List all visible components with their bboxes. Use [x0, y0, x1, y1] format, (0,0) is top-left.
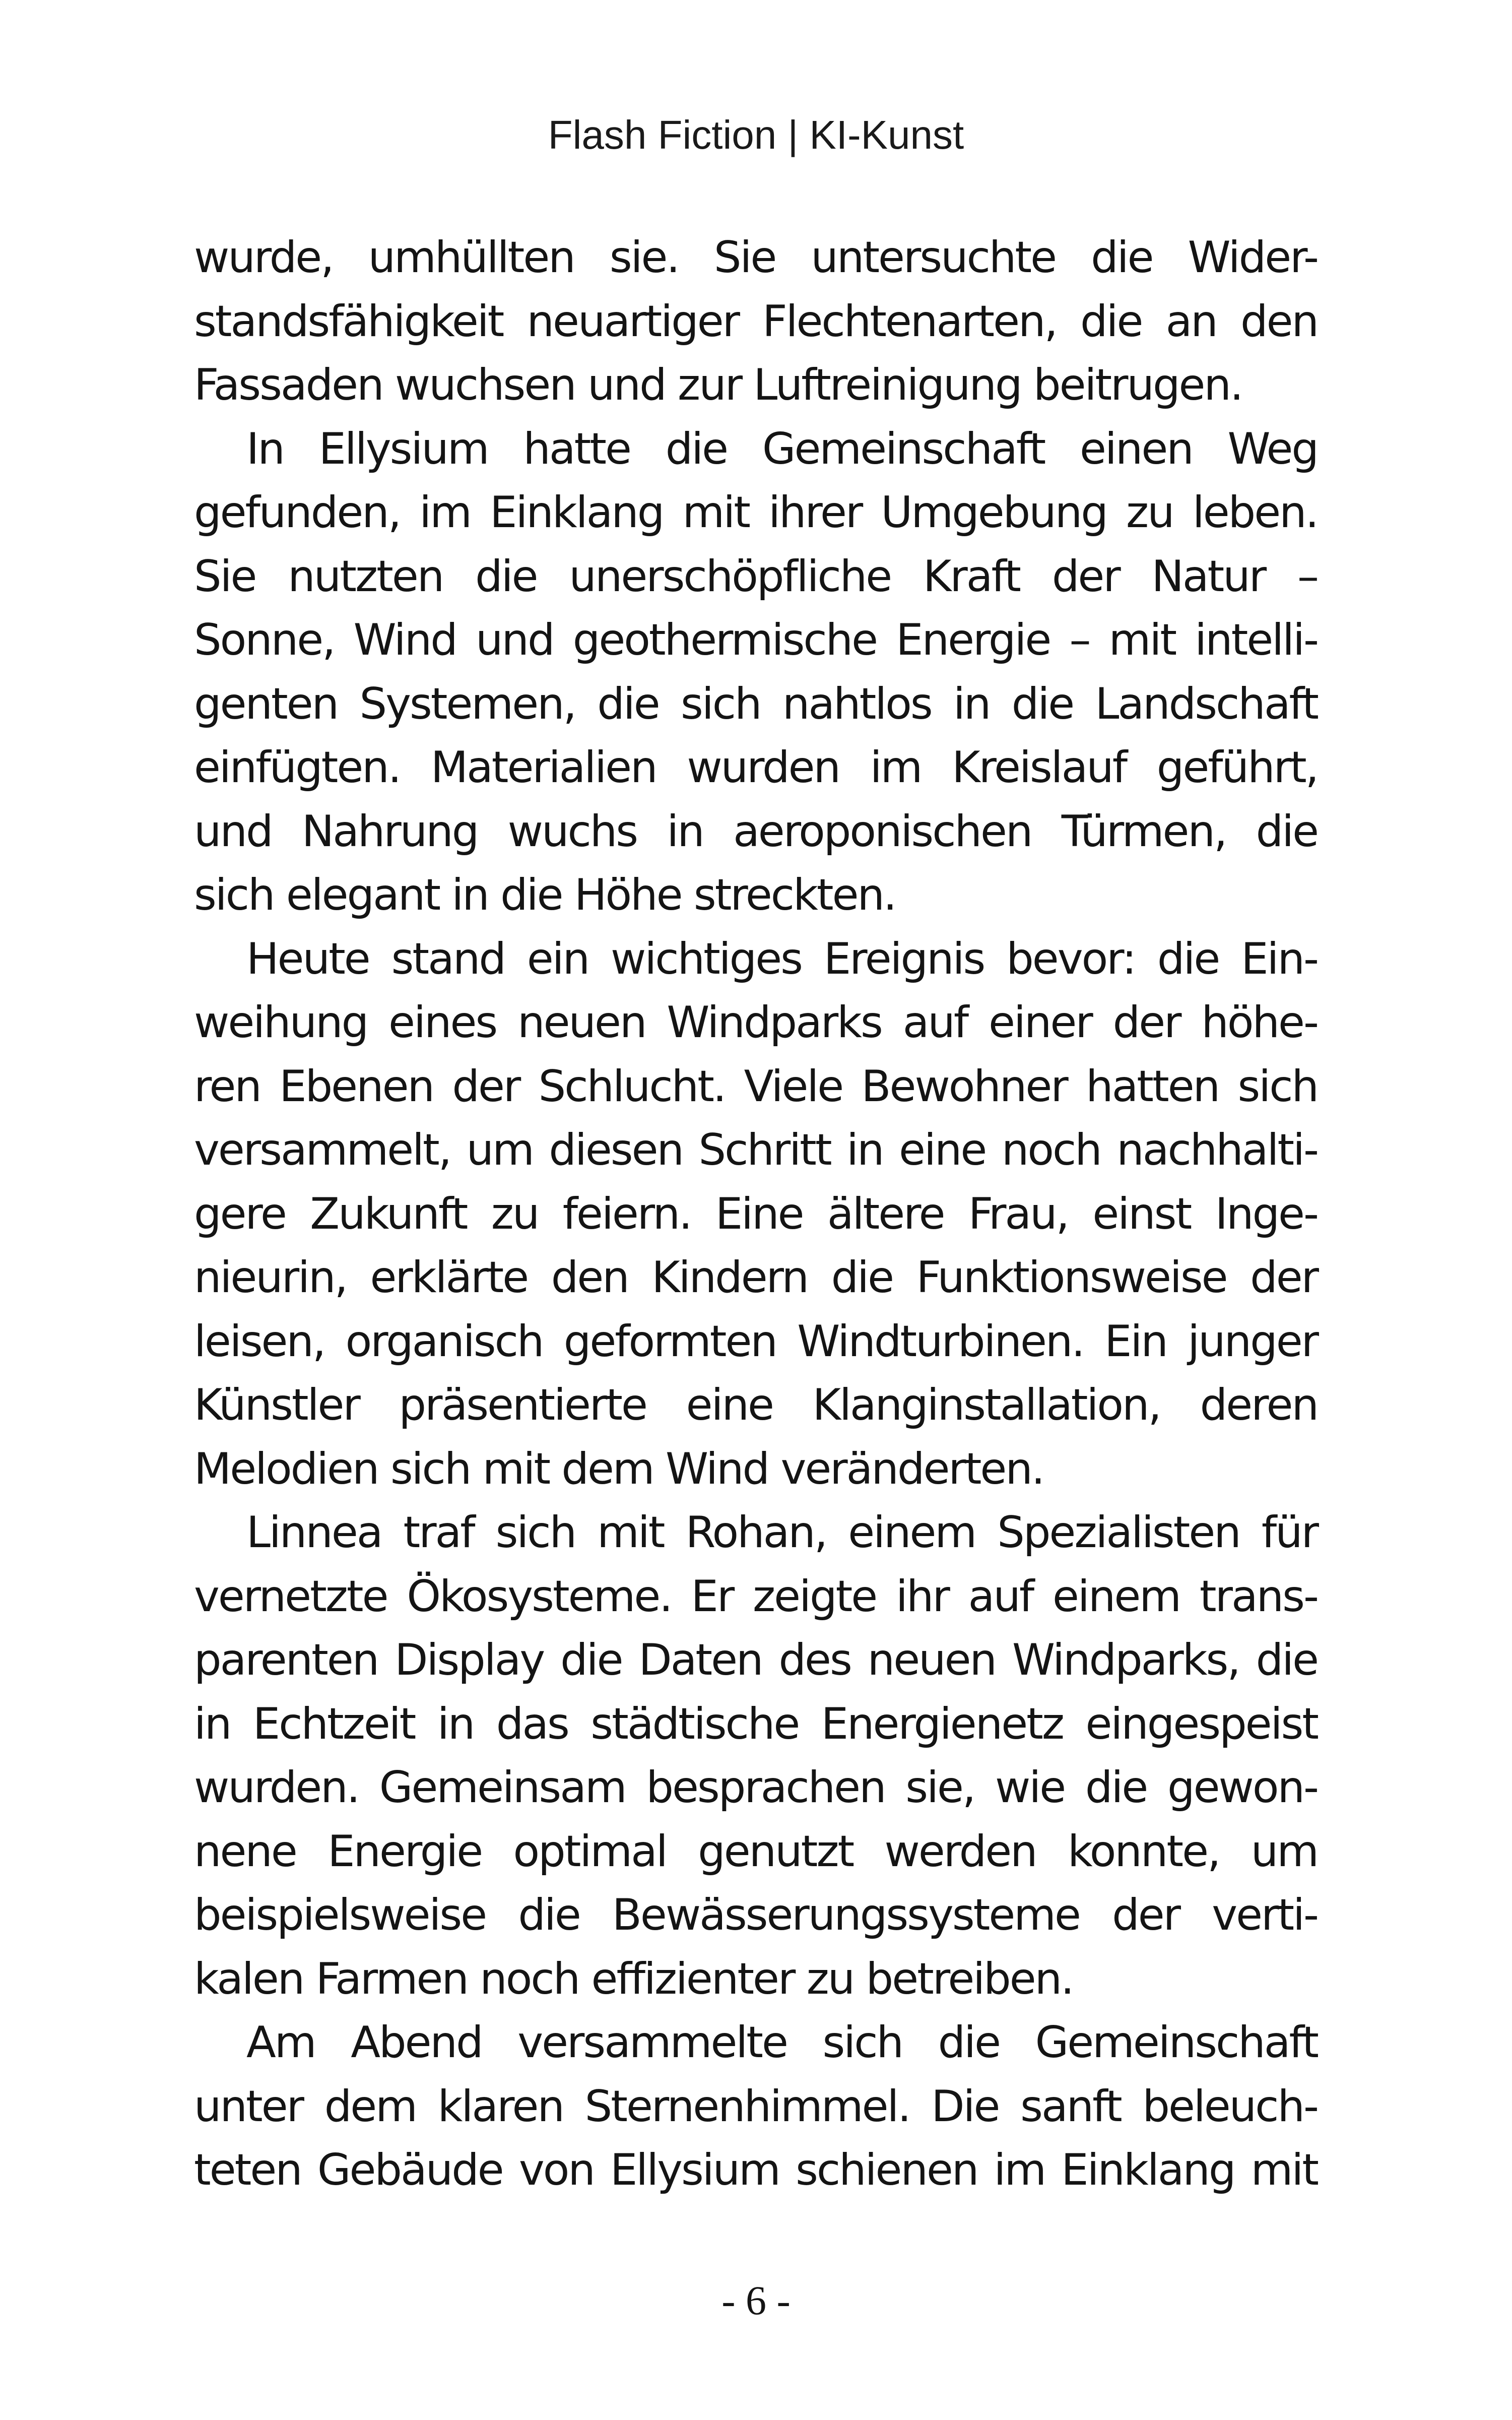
text-line: Linnea traf sich mit Rohan, einem Spezialisten für — [246, 1507, 1318, 1558]
text-line: weihung eines neuen Windparks auf einer der höhe- — [194, 997, 1318, 1048]
text-line: einfügten. Materialien wurden im Kreislauf geführt, — [194, 742, 1318, 793]
text-line: unter dem klaren Sternenhimmel. Die sanft beleuch- — [194, 2081, 1318, 2132]
text-line: Fassaden wuchsen und zur Luftreinigung beitrugen. — [194, 360, 1242, 410]
text-line: genten Systemen, die sich nahtlos in die Landschaft — [194, 678, 1318, 729]
text-line: nieurin, erklärte den Kindern die Funktionsweise der — [194, 1252, 1318, 1303]
text-line: standsfähigkeit neuartiger Flechtenarten, die an den — [194, 296, 1318, 347]
text-line: versammelt, um diesen Schritt in eine noch nachhalti- — [194, 1125, 1318, 1175]
text-line: teten Gebäude von Ellysium schienen im Einklang mit — [194, 2145, 1318, 2195]
text-line: Am Abend versammelte sich die Gemeinschaft — [246, 2017, 1318, 2068]
text-line: Melodien sich mit dem Wind veränderten. — [194, 1443, 1044, 1494]
text-line: in Echtzeit in das städtische Energienetz eingespeist — [194, 1698, 1318, 1749]
text-line: gefunden, im Einklang mit ihrer Umgebung zu leben. — [194, 487, 1318, 538]
text-line: beispielsweise die Bewässerungssysteme der verti- — [194, 1890, 1318, 1940]
text-line: und Nahrung wuchs in aeroponischen Türmen, die — [194, 806, 1318, 857]
text-line: Künstler präsentierte eine Klanginstallation, deren — [194, 1380, 1318, 1430]
text-line: leisen, organisch geformten Windturbinen. Ein junger — [194, 1316, 1318, 1367]
text-line: sich elegant in die Höhe streckten. — [194, 870, 896, 920]
text-line: gere Zukunft zu feiern. Eine ältere Frau, einst Inge- — [194, 1188, 1318, 1239]
text-line: Sie nutzten die unerschöpfliche Kraft der Natur – — [194, 551, 1318, 602]
text-line: Heute stand ein wichtiges Ereignis bevor: die Ein- — [246, 933, 1318, 984]
text-line: In Ellysium hatte die Gemeinschaft einen Weg — [246, 423, 1318, 474]
text-line: kalen Farmen noch effizienter zu betreiben. — [194, 1953, 1073, 2004]
body-text — [194, 226, 1318, 2202]
running-header: Flash Fiction | KI-Kunst — [548, 112, 964, 157]
text-line: ren Ebenen der Schlucht. Viele Bewohner hatten sich — [194, 1061, 1318, 1112]
text-line: Sonne, Wind und geothermische Energie – mit intelli- — [194, 615, 1318, 665]
text-line: nene Energie optimal genutzt werden konnte, um — [194, 1826, 1318, 1877]
page-number: - 6 - — [721, 2277, 791, 2323]
text-line: parenten Display die Daten des neuen Windparks, die — [194, 1635, 1318, 1685]
text-line: wurden. Gemeinsam besprachen sie, wie die gewon- — [194, 1762, 1318, 1813]
text-line: vernetzte Ökosysteme. Er zeigte ihr auf einem trans- — [194, 1571, 1318, 1622]
text-line: wurde, umhüllten sie. Sie untersuchte die Wider- — [194, 232, 1318, 283]
